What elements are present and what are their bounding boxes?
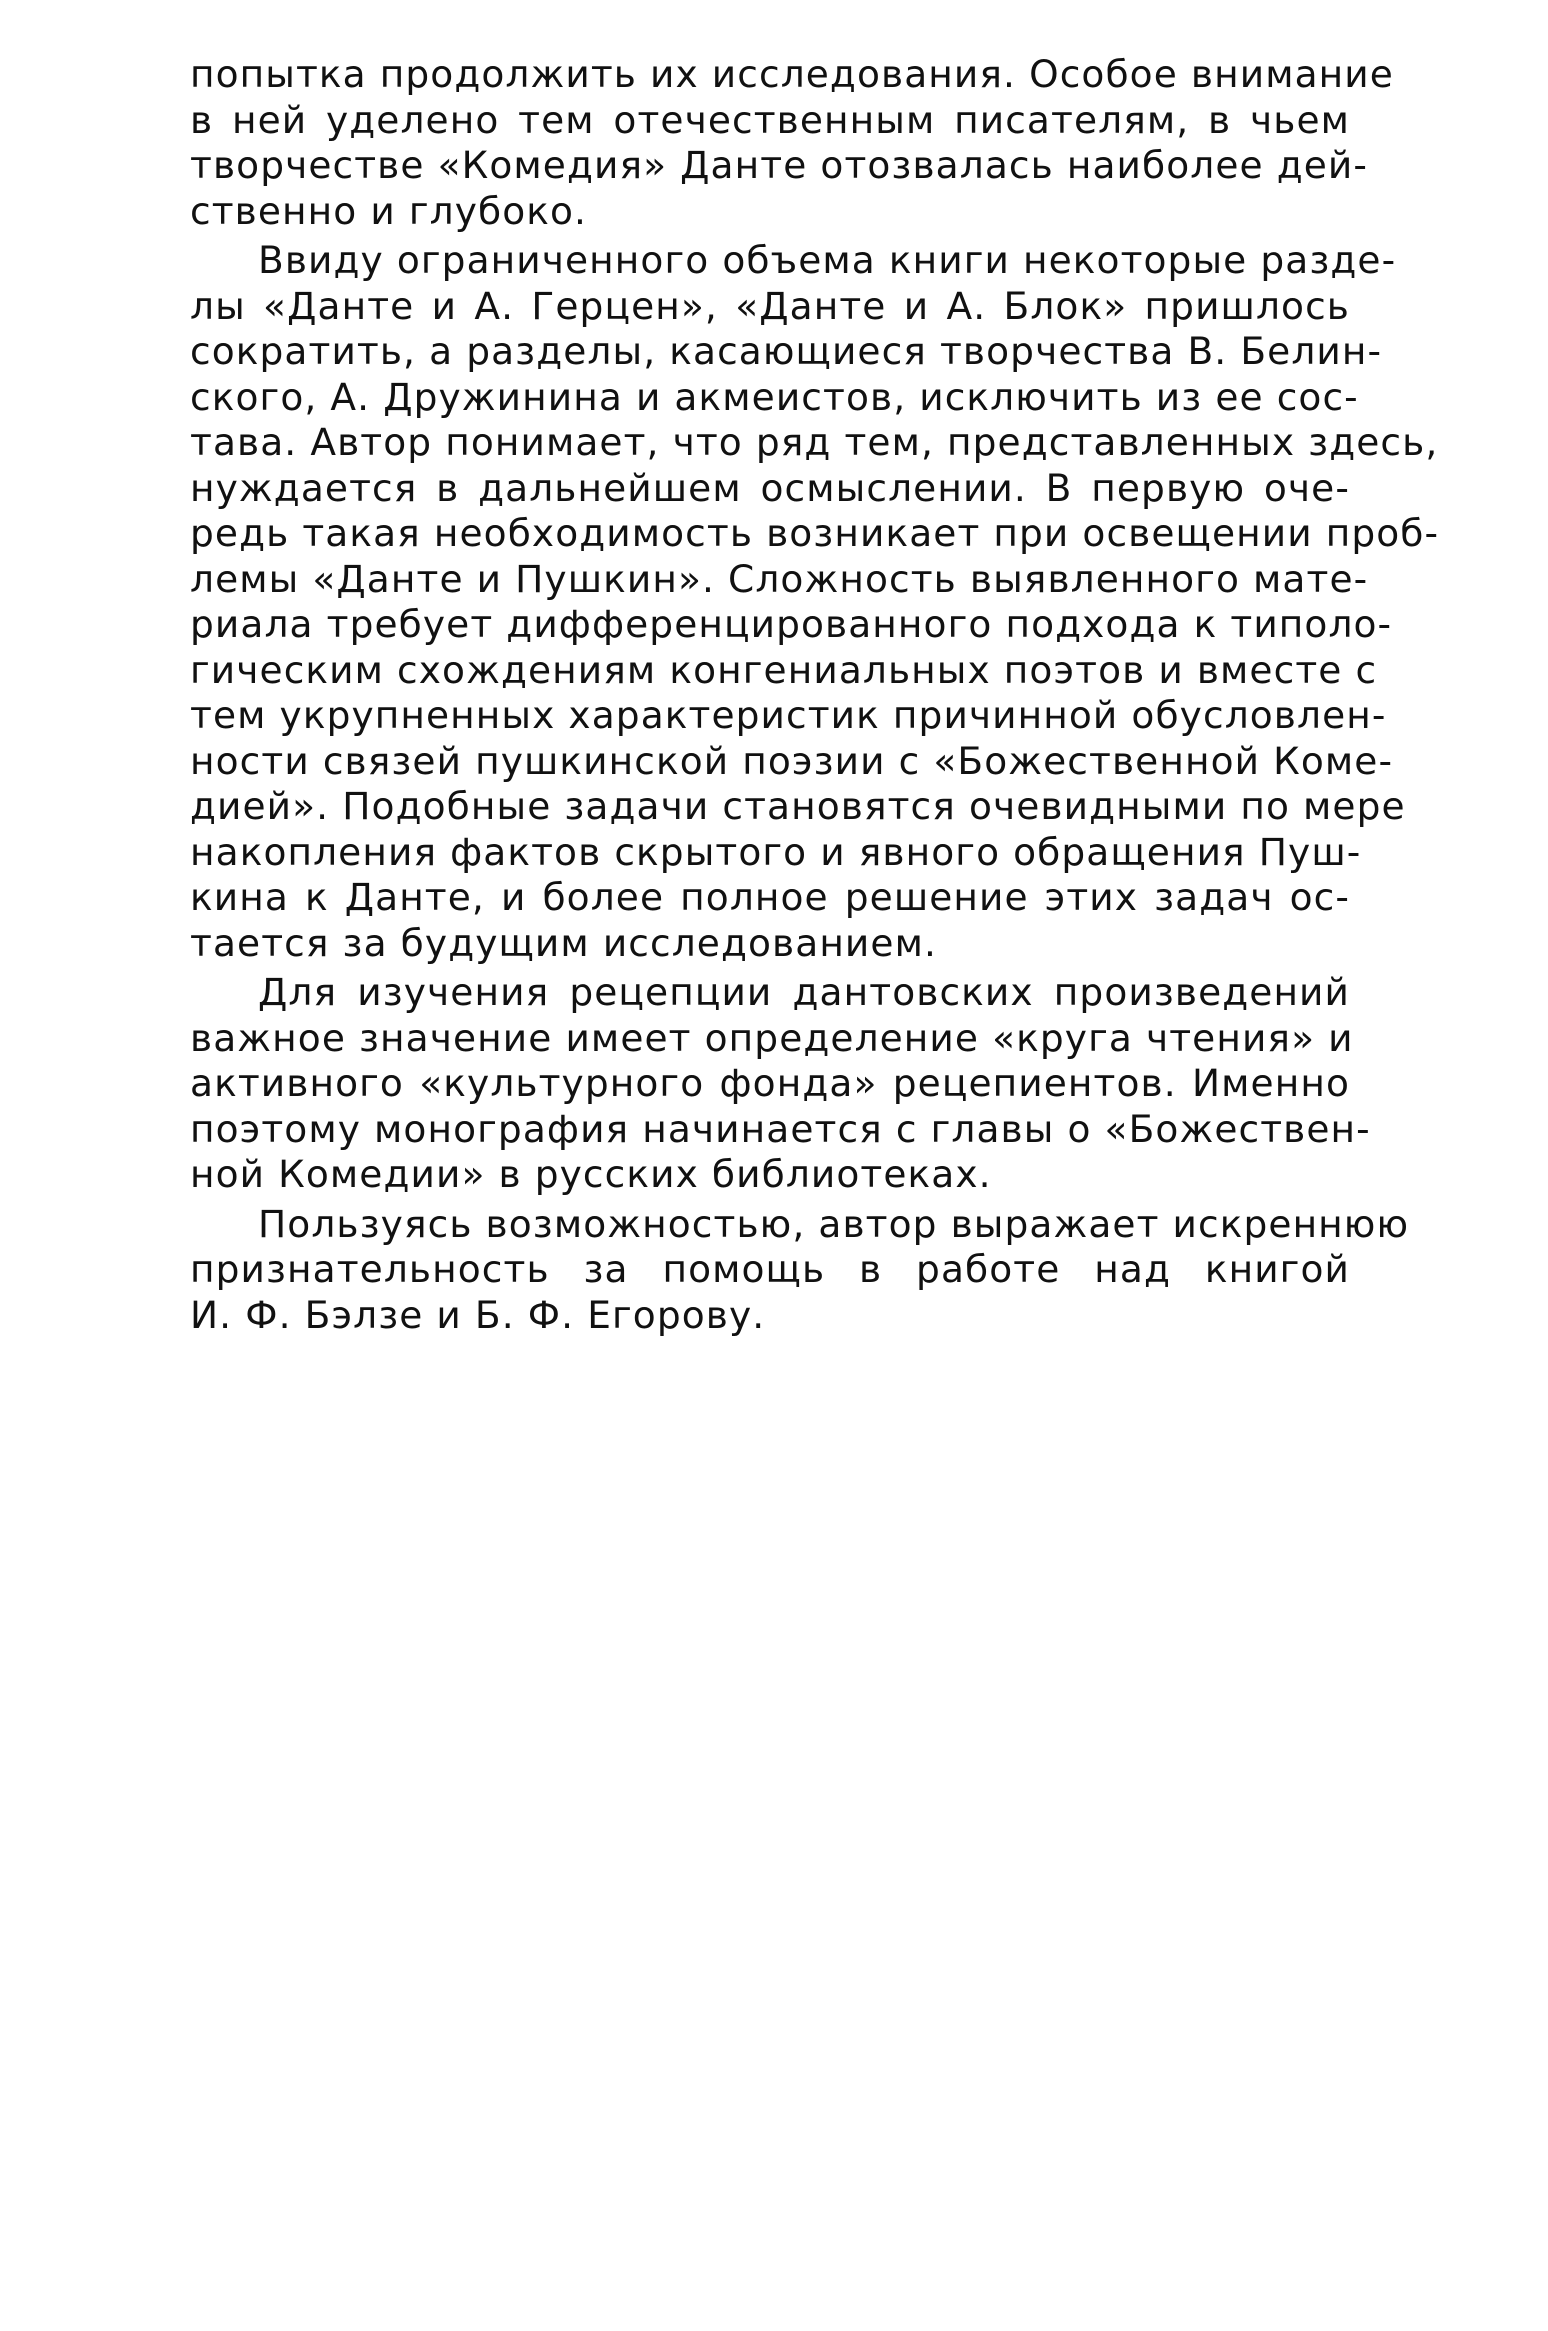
text-line: Для изучения рецепции дантовских произведений — [258, 970, 1350, 1014]
text-line: нуждается в дальнейшем осмыслении. В первую оче- — [190, 465, 1350, 510]
document-page — [190, 52, 1440, 1342]
text-line: признательность за помощь в работе над книгой — [190, 1247, 1350, 1291]
text-line: тава. Автор понимает, что ряд тем, представленных здесь, — [190, 420, 1439, 464]
text-line: гическим схождениям конгениальных поэтов и вместе с — [190, 647, 1378, 692]
paragraph-reception — [190, 970, 1371, 1198]
paragraph-acknowledgements — [190, 1201, 1410, 1339]
paragraph-continuation — [190, 52, 1394, 234]
text-line: редь такая необходимость возникает при освещении проб- — [190, 511, 1440, 555]
text-line: сократить, а разделы, касающиеся творчества В. Белин- — [190, 329, 1383, 373]
text-line: важное значение имеет определение «круга чтения» и — [190, 1015, 1354, 1060]
text-line: в ней уделено тем отечественным писателям, в чьем — [190, 97, 1350, 142]
text-line: ственно и глубоко. — [190, 188, 588, 233]
text-line: ной Комедии» в русских библиотеках. — [190, 1152, 992, 1196]
text-line: ности связей пушкинской поэзии с «Божественной Коме- — [190, 738, 1394, 783]
text-line: Пользуясь возможностью, автор выражает искреннюю — [258, 1201, 1410, 1246]
text-line: дией». Подобные задачи становятся очевидными по мере — [190, 784, 1406, 828]
text-line: тем укрупненных характеристик причинной обусловлен- — [190, 693, 1387, 737]
text-line: риала требует дифференцированного подхода к типоло- — [190, 602, 1393, 646]
text-line: тается за будущим исследованием. — [190, 920, 937, 965]
text-line: Ввиду ограниченного объема книги некоторые разде- — [258, 238, 1397, 282]
text-line: попытка продолжить их исследования. Особое внимание — [190, 52, 1394, 96]
text-line: кина к Данте, и более полное решение этих задач ос- — [190, 875, 1350, 919]
text-line: накопления фактов скрытого и явного обращения Пуш- — [190, 829, 1362, 874]
text-line: лемы «Данте и Пушкин». Сложность выявленного мате- — [190, 556, 1369, 601]
text-line: И. Ф. Бэлзе и Б. Ф. Егорову. — [190, 1292, 766, 1337]
text-line: творчестве «Комедия» Данте отозвалась наиболее дей- — [190, 143, 1369, 187]
text-line: ского, А. Дружинина и акмеистов, исключить из ее сос- — [190, 374, 1359, 419]
paragraph-limited-volume — [190, 238, 1440, 966]
text-line: активного «культурного фонда» рецепиентов. Именно — [190, 1061, 1350, 1105]
text-line: лы «Данте и А. Герцен», «Данте и А. Блок» пришлось — [190, 283, 1350, 328]
text-line: поэтому монография начинается с главы о «Божествен- — [190, 1106, 1371, 1151]
